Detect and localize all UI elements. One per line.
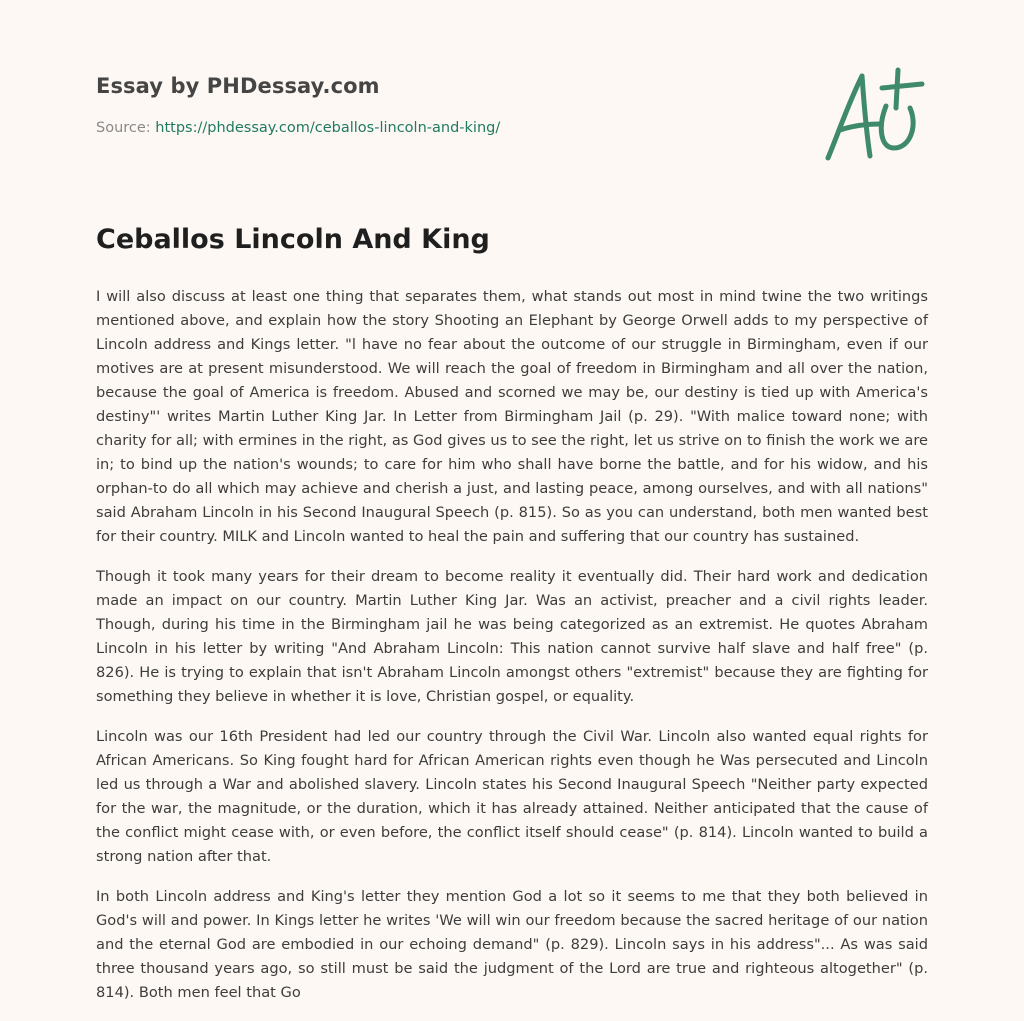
source-line bbox=[96, 120, 500, 136]
essay-paragraph: In both Lincoln address and King's letter they mention God a lot so it seems to me that they both believed in God's will and power. In Kings letter he writes 'We will win our freedom because the sacred heritage of our nation and the eternal God are embodied in our echoing demand" (p. 829). Lincoln says in his address"... As was said three thousand years ago, so still must be said the judgment of the Lord are true and righteous altogether" (p. 814). Both men feel that Go bbox=[96, 888, 928, 1001]
site-brand: Essay by PHDessay.com bbox=[96, 74, 380, 98]
essay-title: Ceballos Lincoln And King bbox=[96, 224, 490, 255]
essay-paragraph: Though it took many years for their dream to become reality it eventually did. Their hard work and dedication made an impact on our country. Martin Luther King Jar. Was an activist, preacher and a civil rights leader. Though, during his time in the Birmingham jail he was being categorized as an extremist. He quotes Abraham Lincoln in his letter by writing "And Abraham Lincoln: This nation cannot survive half slave and half free" (p. 826). He is trying to explain that isn't Abraham Lincoln amongst others "extremist" because they are fighting for something they believe in whether it is love, Christian gospel, or equality. bbox=[96, 568, 928, 705]
essay-paragraph: Lincoln was our 16th President had led our country through the Civil War. Lincoln also wanted equal rights for African Americans. So King fought hard for African American rights even though he Was persecuted and Lincoln led us through a War and abolished slavery. Lincoln states his Second Inaugural Speech "Neither party expected for the war, the magnitude, or the duration, which it has already attained. Neither anticipated that the cause of the conflict might cease with, or even before, the conflict itself should cease" (p. 814). Lincoln wanted to build a strong nation after that. bbox=[96, 728, 928, 865]
essay-body bbox=[96, 285, 928, 1021]
source-label: Source: bbox=[96, 120, 156, 136]
page-header bbox=[96, 74, 500, 136]
source-link[interactable]: https://phdessay.com/ceballos-lincoln-and-king/ bbox=[155, 120, 501, 136]
a-plus-grade-icon bbox=[818, 64, 930, 168]
essay-paragraph: I will also discuss at least one thing that separates them, what stands out most in mind twine the two writings mentioned above, and explain how the story Shooting an Elephant by George Orwell adds to my perspective of Lincoln address and Kings letter. "l have no fear about the outcome of our struggle in Birmingham, even if our motives are at present misunderstood. We will reach the goal of freedom in Birmingham and all over the nation, because the goal of America is freedom. Abused and scorned we may be, our destiny is tied up with America's destiny"' writes Martin Luther King Jar. In Letter from Birmingham Jail (p. 29). "With malice toward none; with charity for all; with ermines in the right, as God gives us to see the right, let us strive on to finish the work we are in; to bind up the nation's wounds; to care for him who shall have borne the battle, and for his widow, and his orphan-to do all which may achieve and cherish a just, and lasting peace, among ourselves, and with all nations" said Abraham Lincoln in his Second Inaugural Speech (p. 815). So as you can understand, both men wanted best for their country. MILK and Lincoln wanted to heal the pain and suffering that our country has sustained. bbox=[96, 288, 928, 545]
